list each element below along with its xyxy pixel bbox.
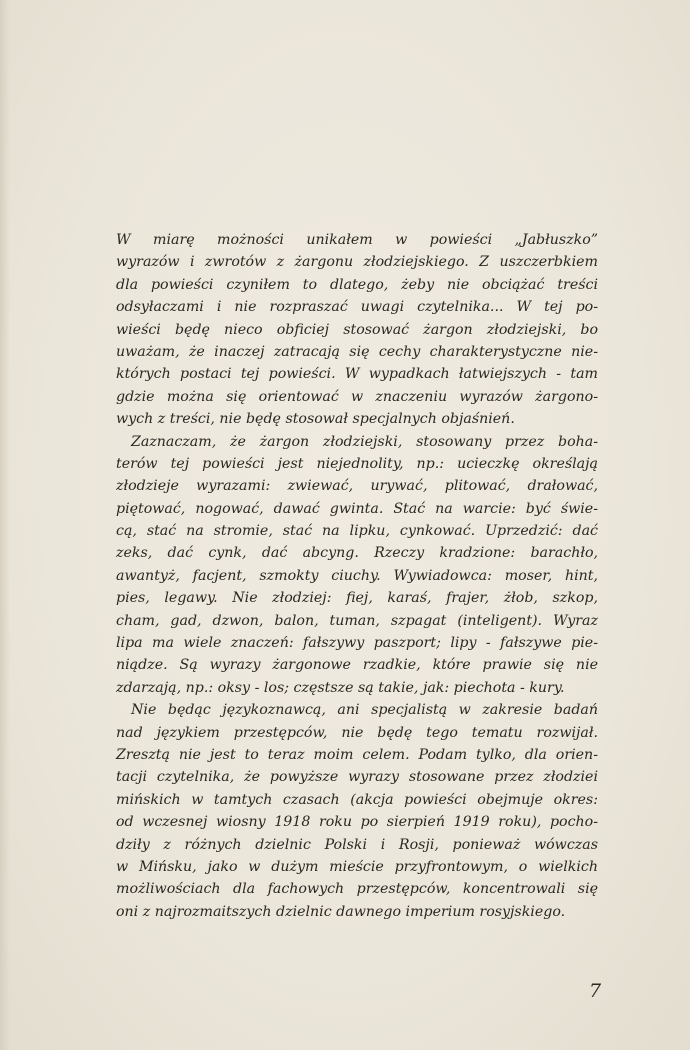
text-line: zeks, dać cynk, dać abcyng. Rzeczy kradzione: barachło, — [116, 545, 598, 562]
paragraph-2 — [116, 431, 598, 700]
text-line: W miarę możności unikałem w powieści „Jabłuszko” — [116, 232, 598, 248]
text-line: Zresztą nie jest to teraz moim celem. Podam tylko, dla orien- — [116, 746, 598, 763]
text-line: uważam, że inaczej zatracają się cechy charakterystyczne nie- — [116, 343, 598, 360]
text-line: złodzieje wyrazami: zwiewać, urywać, plitować, drałować, — [116, 478, 598, 495]
text-line: nad językiem przestępców, nie będę tego tematu rozwijał. — [116, 724, 598, 741]
text-line: gdzie można się orientować w znaczeniu wyrazów żargono- — [116, 388, 598, 405]
paragraph-3 — [116, 699, 598, 923]
text-line: piętować, nogować, dawać gwinta. Stać na warcie: być świe- — [116, 500, 598, 517]
text-line: awantyż, facjent, szmokty ciuchy. Wywiadowca: moser, hint, — [116, 567, 598, 584]
text-line: wyrazów i zwrotów z żargonu złodziejskiego. Z uszczerbkiem — [116, 254, 598, 271]
text-line: odsyłaczami i nie rozpraszać uwagi czytelnika... W tej po- — [116, 299, 598, 316]
body-text — [116, 229, 598, 923]
text-line: terów tej powieści jest niejednolity, np.: ucieczkę określają — [116, 455, 598, 472]
text-line: w Mińsku, jako w dużym mieście przyfrontowym, o wielkich — [116, 858, 598, 875]
text-line: wieści będę nieco obficiej stosować żargon złodziejski, bo — [116, 321, 598, 338]
text-line: cą, stać na stromie, stać na lipku, cynkować. Uprzedzić: dać — [116, 523, 598, 540]
text-line: oni z najrozmaitszych dzielnic dawnego imperium rosyjskiego. — [116, 903, 566, 920]
text-line: dla powieści czyniłem to dlatego, żeby nie obciążać treści — [116, 276, 598, 293]
text-line: dziły z różnych dzielnic Polski i Rosji, ponieważ wówczas — [116, 836, 598, 853]
page-number: 7 — [589, 980, 602, 1002]
text-line: Zaznaczam, że żargon złodziejski, stosowany przez boha- — [131, 433, 598, 450]
paragraph-1 — [116, 229, 598, 431]
text-line: lipa ma wiele znaczeń: fałszywy paszport; lipy - fałszywe pie- — [116, 635, 598, 652]
text-line: zdarzają, np.: oksy - los; częstsze są takie, jak: piechota - kury. — [116, 679, 565, 696]
text-line: Nie będąc językoznawcą, ani specjalistą w zakresie badań — [131, 702, 598, 719]
text-line: możliwościach dla fachowych przestępców, koncentrowali się — [116, 881, 598, 898]
text-line: mińskich w tamtych czasach (akcja powieści obejmuje okres: — [116, 791, 598, 808]
text-line: niądze. Są wyrazy żargonowe rzadkie, które prawie się nie — [116, 657, 598, 674]
text-line: których postaci tej powieści. W wypadkach łatwiejszych - tam — [116, 366, 598, 383]
text-line: wych z treści, nie będę stosował specjalnych objaśnień. — [116, 411, 515, 428]
text-line: od wczesnej wiosny 1918 roku po sierpień 1919 roku), pocho- — [116, 814, 598, 831]
text-line: cham, gad, dzwon, balon, tuman, szpagat (inteligent). Wyraz — [116, 612, 598, 629]
text-line: tacji czytelnika, że powyższe wyrazy stosowane przez złodziei — [116, 769, 598, 786]
text-line: pies, legawy. Nie złodziej: fiej, karaś, frajer, żłob, szkop, — [116, 590, 598, 607]
